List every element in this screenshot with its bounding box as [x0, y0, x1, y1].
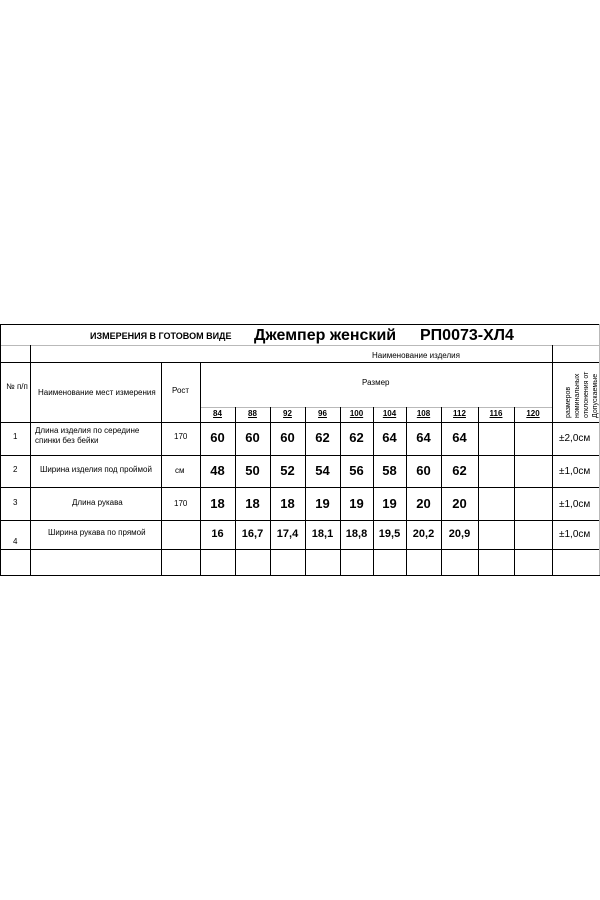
size-96: 96	[318, 409, 327, 418]
size-88: 88	[248, 409, 257, 418]
size-116: 116	[489, 409, 503, 418]
column-header-height: Рост	[172, 386, 190, 395]
measurement-sheet: ИЗМЕРЕНИЯ В ГОТОВОМ ВИДЕ Джемпер женский РП0073-ХЛ4 Наименование изделия № п/п Наименование мест измерения Рост Размер Допускаемые отклонения от номинальных размеров 84 88 92 96 100 104 108 112 116 120 1 Длина изделия по середине спинки без бейки 170 60 60 60 62 62 64 64 64 ±2,0см 2 Ширина изделия под проймой см 48 50 52 54 56 58 60 62 ±1,0см 3 Длина рукава 170 18 18 18 19 19 19 20 20 ±1,0см 4 Ширина рукава по прямой 16 16,7 17,4 18,1 18,8 19,5 20,2 20,9 ±1,0см	[0, 0, 600, 900]
tolerance-value: ±1,0см	[559, 499, 591, 510]
row-number: 4	[13, 537, 18, 546]
height-value: см	[175, 466, 185, 475]
measurement-place: Длина изделия по середине	[35, 426, 140, 435]
tolerance-value: ±1,0см	[559, 466, 591, 477]
column-header-no: № п/п	[6, 382, 28, 391]
size-92: 92	[283, 409, 292, 418]
size-120: 120	[526, 409, 540, 418]
size-100: 100	[349, 409, 364, 418]
row-number: 2	[13, 465, 18, 474]
size-104: 104	[382, 409, 397, 418]
height-value: 170	[174, 499, 188, 508]
tolerance-value: ±1,0см	[559, 529, 591, 540]
height-value: 170	[174, 432, 188, 441]
article-number: РП0073-ХЛ4	[420, 327, 514, 344]
measurement-place: Длина рукава	[72, 498, 123, 507]
product-name: Джемпер женский	[254, 327, 397, 344]
measurement-place: Ширина рукава по прямой	[48, 528, 146, 537]
measurements-label: ИЗМЕРЕНИЯ В ГОТОВОМ ВИДЕ	[90, 331, 232, 341]
tolerance-value: ±2,0см	[559, 433, 591, 444]
row-number: 1	[13, 432, 18, 441]
measurement-place: Ширина изделия под проймой	[40, 465, 152, 474]
measurement-place-cont: спинки без бейки	[35, 436, 99, 445]
size-108: 108	[416, 409, 431, 418]
size-header: Размер	[362, 378, 390, 387]
size-112: 112	[453, 409, 466, 418]
row-number: 3	[13, 498, 18, 507]
product-name-header: Наименование изделия	[372, 351, 460, 360]
size-84: 84	[213, 409, 222, 418]
column-header-place: Наименование мест измерения	[38, 388, 156, 397]
